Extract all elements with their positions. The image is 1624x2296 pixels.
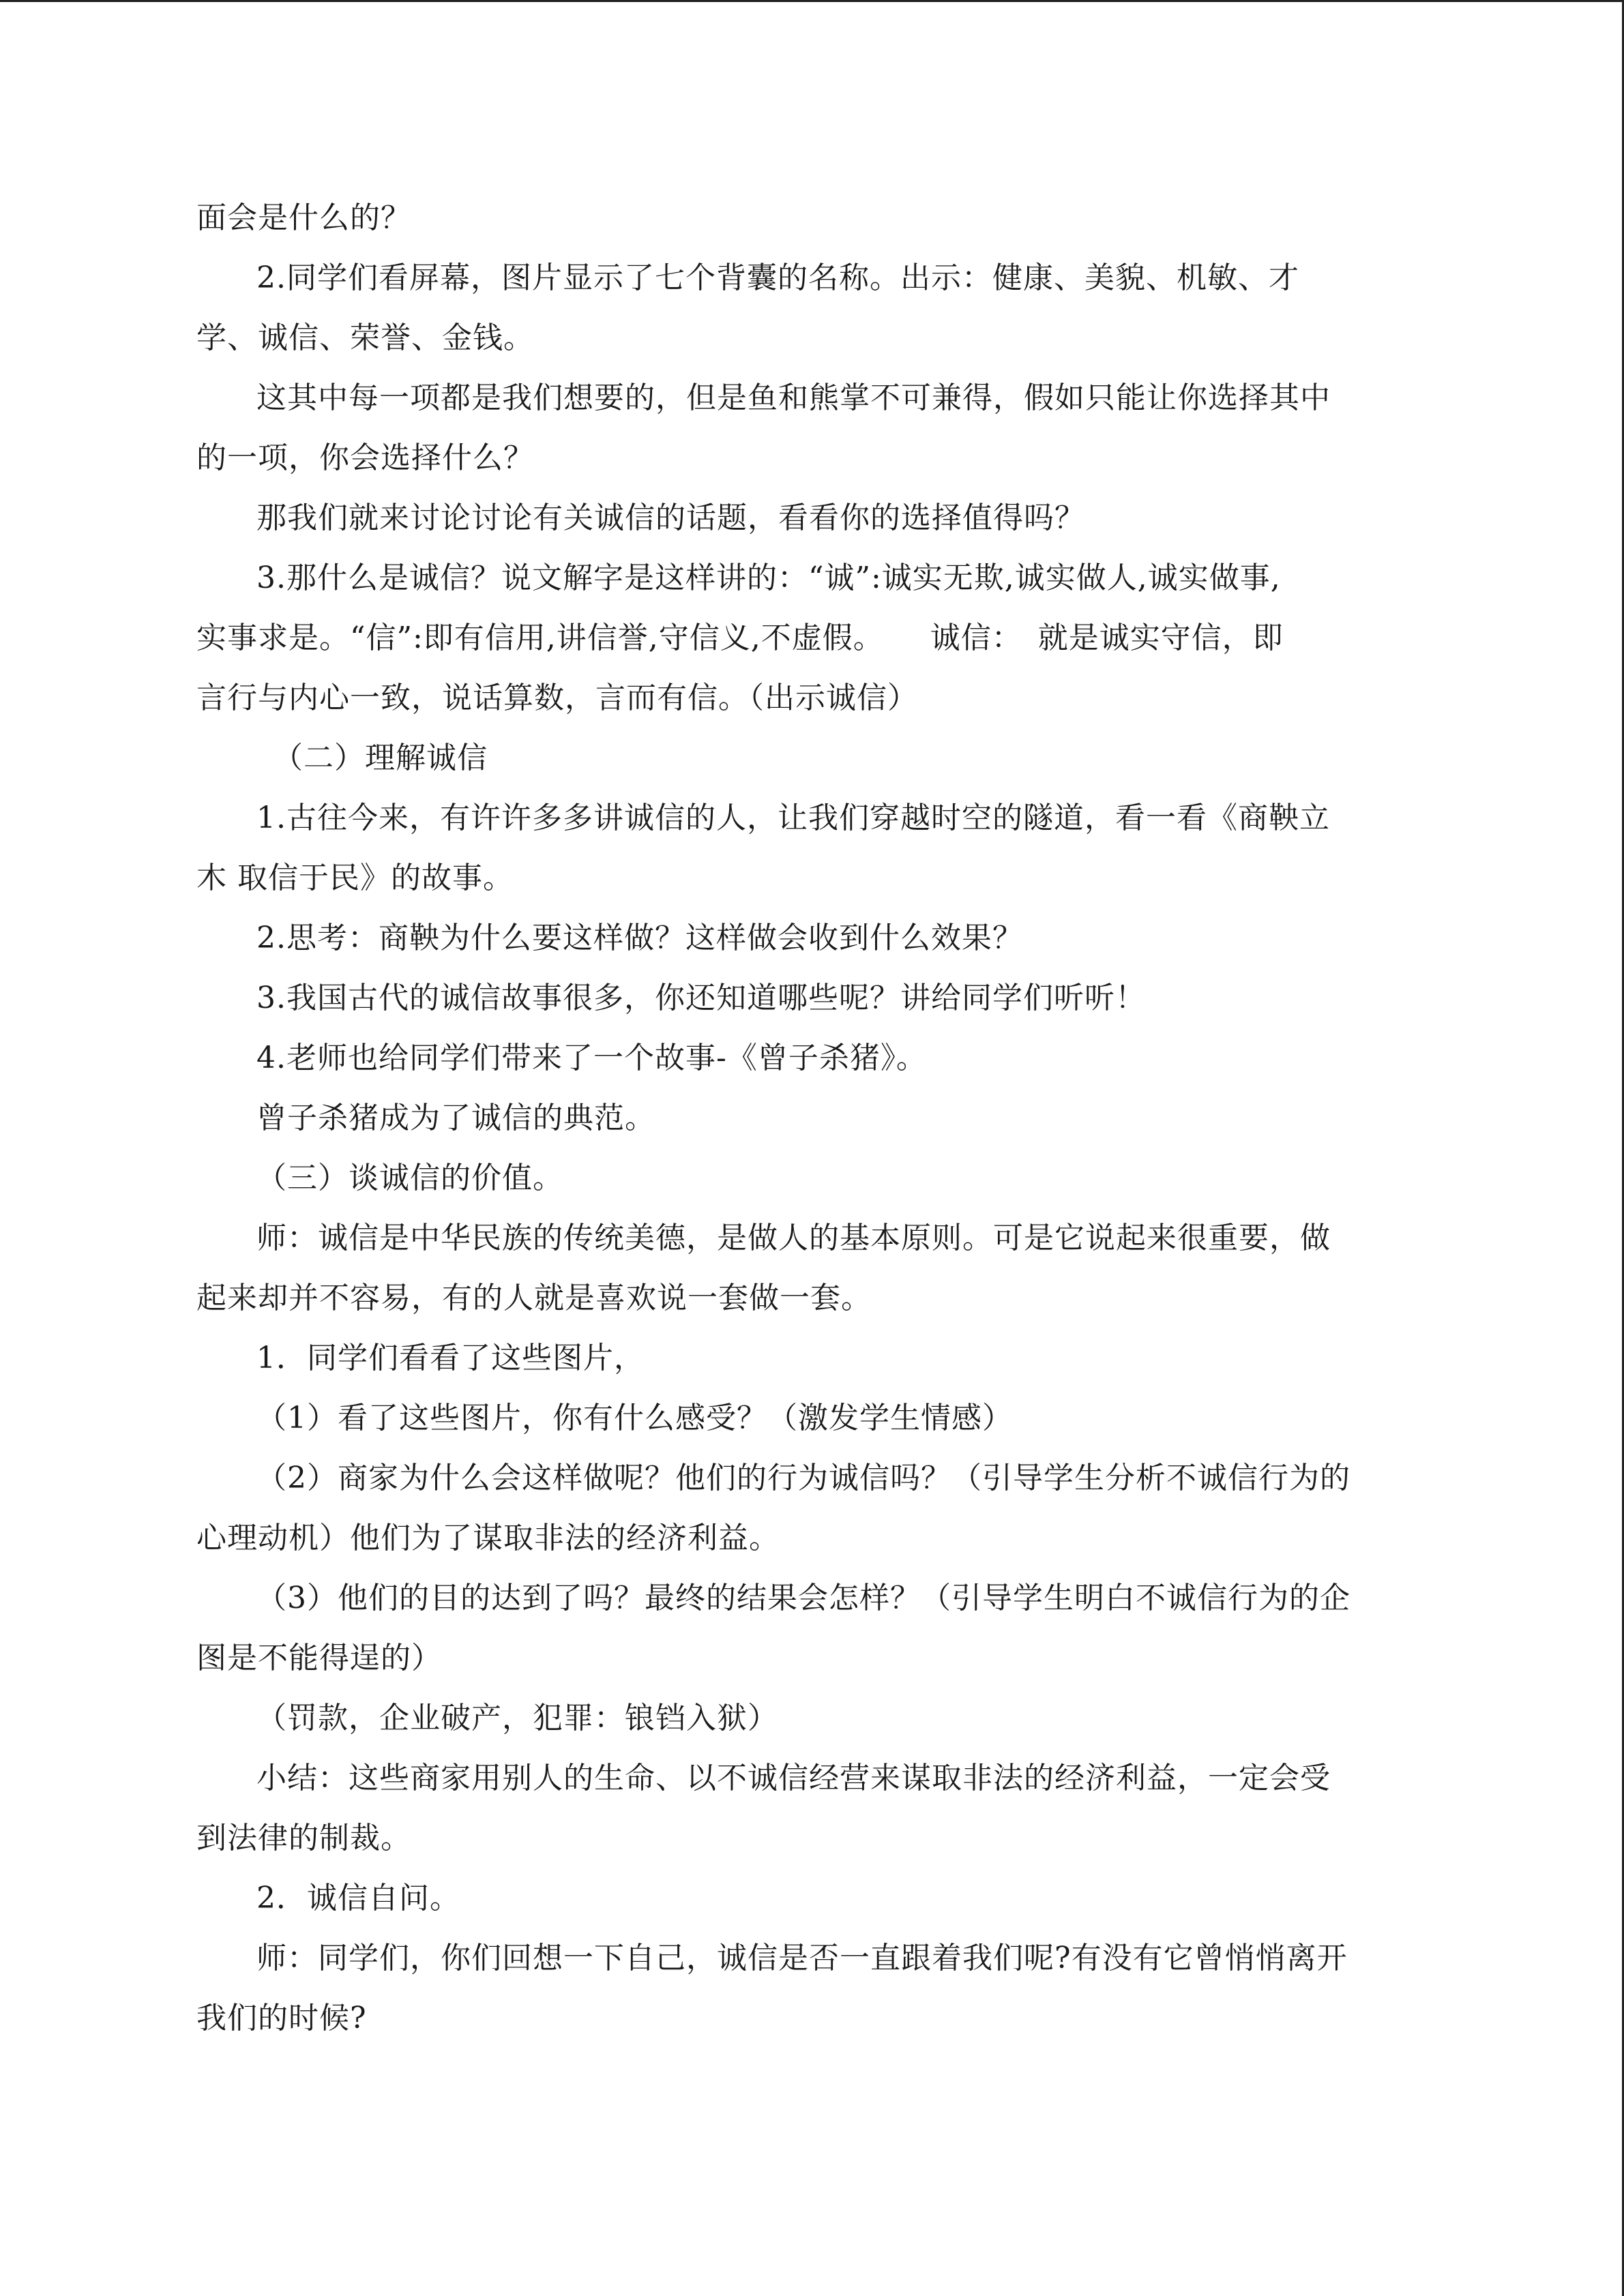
text-line: 1．同学们看看了这些图片， <box>256 1341 645 1375</box>
text-line: 面会是什么的？ <box>196 200 411 235</box>
text-line: 师：同学们，你们回想一下自己，诚信是否一直跟着我们呢?有没有它曾悄悄离开 <box>256 1941 1348 1976</box>
text-line: 这其中每一项都是我们想要的，但是鱼和熊掌不可兼得，假如只能让你选择其中 <box>256 381 1331 415</box>
text-line: （1）看了这些图片，你有什么感受？（激发学生情感） <box>256 1401 1013 1435</box>
text-line: 木 取信于民》的故事。 <box>196 861 514 895</box>
text-line: 曾子杀猪成为了诚信的典范。 <box>256 1101 655 1135</box>
text-line: 心理动机）他们为了谋取非法的经济利益。 <box>196 1521 780 1555</box>
text-line: 3.我国古代的诚信故事很多，你还知道哪些呢？讲给同学们听听！ <box>256 981 1146 1015</box>
text-line: 到法律的制裁。 <box>196 1821 411 1855</box>
section-heading: （二）理解诚信 <box>273 741 488 775</box>
text-line: 小结：这些商家用别人的生命、以不诚信经营来谋取非法的经济利益，一定会受 <box>256 1761 1331 1795</box>
text-line: 图是不能得逞的） <box>196 1641 442 1675</box>
text-line: （罚款，企业破产，犯罪：锒铛入狱） <box>256 1701 778 1735</box>
text-line: 的一项，你会选择什么？ <box>196 441 534 475</box>
text-line: 那我们就来讨论讨论有关诚信的话题，看看你的选择值得吗？ <box>256 501 1085 535</box>
page-border-top <box>0 0 1624 2</box>
text-line: 2.思考：商鞅为什么要这样做？这样做会收到什么效果？ <box>256 921 1023 955</box>
text-line: （3）他们的目的达到了吗？最终的结果会怎样？（引导学生明白不诚信行为的企 <box>256 1581 1350 1615</box>
text-line: 学、诚信、荣誉、金钱。 <box>196 320 534 355</box>
text-line: 起来却并不容易，有的人就是喜欢说一套做一套。 <box>196 1281 872 1315</box>
text-line: 3.那什么是诚信？说文解字是这样讲的：“诚”:诚实无欺,诚实做人,诚实做事, <box>256 561 1281 595</box>
text-line: 2．诚信自问。 <box>256 1881 460 1915</box>
text-line: 4.老师也给同学们带来了一个故事-《曾子杀猪》。 <box>256 1041 927 1075</box>
text-line: 1.古往今来，有许许多多讲诚信的人，让我们穿越时空的隧道，看一看《商鞅立 <box>256 801 1330 835</box>
text-line: 师：诚信是中华民族的传统美德，是做人的基本原则。可是它说起来很重要，做 <box>256 1221 1331 1255</box>
text-line: 实事求是。“信”:即有信用,讲信誉,守信义,不虚假。 诚信： 就是诚实守信，即 <box>196 621 1284 655</box>
text-line: 2.同学们看屏幕，图片显示了七个背囊的名称。出示：健康、美貌、机敏、才 <box>256 260 1299 295</box>
section-heading: （三）谈诚信的价值。 <box>256 1161 563 1195</box>
text-line: 言行与内心一致，说话算数，言而有信。（出示诚信） <box>196 681 918 715</box>
text-line: （2）商家为什么会这样做呢？他们的行为诚信吗？（引导学生分析不诚信行为的 <box>256 1461 1350 1495</box>
text-line: 我们的时候? <box>196 2001 367 2036</box>
